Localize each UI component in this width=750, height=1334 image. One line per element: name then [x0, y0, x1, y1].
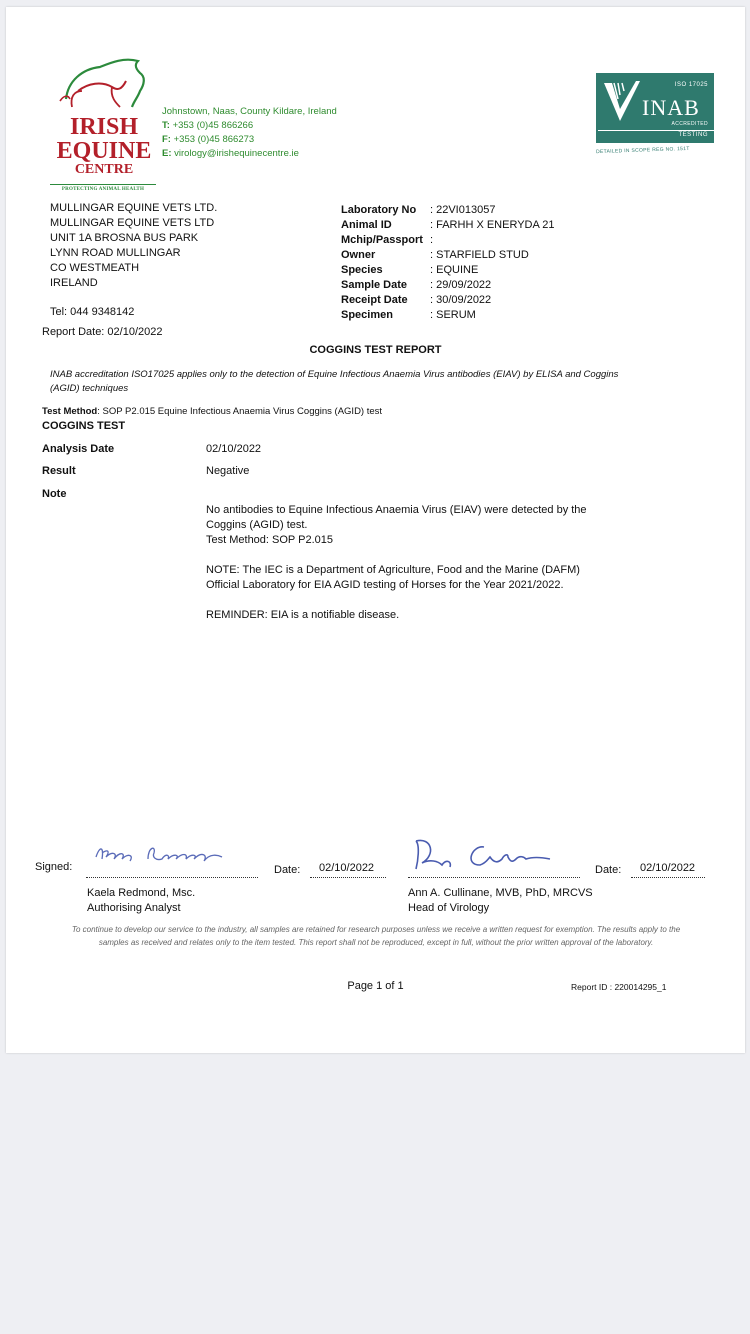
- sample-label: Sample Date: [341, 279, 408, 291]
- date-value-right: 02/10/2022: [640, 862, 696, 874]
- signed-label: Signed:: [35, 861, 73, 873]
- signatory-left: [87, 886, 195, 916]
- date-label-right: Date:: [595, 864, 622, 876]
- analysis-date-label: Analysis Date: [42, 443, 115, 455]
- sample-label: Specimen: [341, 309, 393, 321]
- signature-line-right: [408, 877, 580, 878]
- sample-label: Receipt Date: [341, 294, 408, 306]
- logo-line-2: EQUINE: [56, 138, 152, 164]
- logo-line-1: IRISH: [69, 114, 139, 140]
- report-date: Report Date: 02/10/2022: [42, 326, 163, 338]
- signature-redmond-icon: [90, 839, 230, 871]
- client-line: IRELAND: [50, 277, 98, 289]
- note-block: [206, 503, 596, 638]
- sample-value: : FARHH X ENERYDA 21: [430, 219, 555, 231]
- report-id: Report ID : 220014295_1: [571, 982, 667, 992]
- page-number: Page 1 of 1: [347, 980, 404, 992]
- client-line: CO WESTMEATH: [50, 262, 140, 274]
- inab-iso: ISO 17025: [674, 82, 708, 88]
- lab-contact: [162, 105, 337, 161]
- signatory-right-role: Head of Virology: [408, 902, 490, 914]
- note-paragraph: No antibodies to Equine Infectious Anaemia Virus (EIAV) were detected by the Coggins (AGID) test.: [206, 504, 587, 531]
- date-line-right: [631, 877, 705, 878]
- fax-label: F:: [162, 134, 171, 145]
- horse-logo-icon: [48, 51, 160, 111]
- note-paragraph: Test Method: SOP P2.015: [206, 534, 333, 546]
- sample-value: : 22VI013057: [430, 204, 496, 216]
- report-title: COGGINS TEST REPORT: [309, 344, 442, 356]
- note-label: Note: [42, 488, 67, 500]
- inab-name: INAB: [642, 95, 700, 120]
- sample-values: [430, 203, 555, 323]
- sample-label: Owner: [341, 249, 376, 261]
- tel-label: T:: [162, 120, 170, 131]
- note-paragraph: REMINDER: EIA is a notifiable disease.: [206, 609, 400, 621]
- inab-scope: DETAILED IN SCOPE REG NO. 151T: [595, 145, 690, 156]
- client-line: UNIT 1A BROSNA BUS PARK: [50, 232, 199, 244]
- sample-label: Mchip/Passport: [341, 234, 423, 246]
- note-paragraph: NOTE: The IEC is a Department of Agriculture, Food and the Marine (DAFM) Official Laboratory for EIA AGID testing of Horses for the Year 2021/2022.: [206, 564, 580, 591]
- sample-value: :: [430, 234, 434, 246]
- client-line: LYNN ROAD MULLINGAR: [50, 247, 181, 259]
- result-value: Negative: [206, 465, 250, 477]
- test-method: [42, 406, 382, 417]
- signatory-left-name: Kaela Redmond, Msc.: [87, 887, 196, 899]
- signature-line-left: [86, 877, 258, 878]
- logo-line-3: CENTRE: [74, 162, 134, 177]
- client-line: MULLINGAR EQUINE VETS LTD: [50, 217, 215, 229]
- email-label: E:: [162, 148, 172, 159]
- sample-label: Animal ID: [341, 219, 392, 231]
- sample-value: : 30/09/2022: [430, 294, 492, 306]
- inab-testing: TESTING: [678, 132, 708, 138]
- date-label-left: Date:: [274, 864, 301, 876]
- test-method-label: Test Method: [42, 406, 98, 417]
- lab-tel: +353 (0)45 866266: [172, 120, 254, 131]
- signature-cullinane-icon: [408, 835, 558, 875]
- sample-value: : STARFIELD STUD: [430, 249, 529, 261]
- date-value-left: 02/10/2022: [319, 862, 375, 874]
- lab-address: Johnstown, Naas, County Kildare, Ireland: [162, 106, 337, 117]
- logo-tagline: PROTECTING ANIMAL HEALTH: [50, 184, 156, 192]
- irish-equine-centre-logo: [48, 51, 160, 197]
- sample-labels: [341, 203, 423, 323]
- signatory-left-role: Authorising Analyst: [87, 902, 181, 914]
- inab-accredited: ACCREDITED: [671, 121, 708, 127]
- sample-label: Species: [341, 264, 383, 276]
- report-page: [6, 7, 745, 1053]
- analysis-date-value: 02/10/2022: [206, 443, 262, 455]
- result-label: Result: [42, 465, 76, 477]
- coggins-heading: COGGINS TEST: [42, 420, 126, 432]
- sample-value: : SERUM: [430, 309, 476, 321]
- lab-email: virology@irishequinecentre.ie: [174, 148, 299, 159]
- signatory-right-name: Ann A. Cullinane, MVB, PhD, MRCVS: [408, 887, 593, 899]
- inab-accreditation-badge: [596, 73, 716, 161]
- sample-value: : EQUINE: [430, 264, 479, 276]
- inab-note: INAB accreditation ISO17025 applies only to the detection of Equine Infectious Anaemia Virus antibodies (EIAV) by ELISA and Coggins (AGID) techniques: [50, 369, 619, 394]
- test-method-text: : SOP P2.015 Equine Infectious Anaemia Virus Coggins (AGID) test: [97, 406, 383, 417]
- sample-label: Laboratory No: [341, 204, 417, 216]
- signatory-right: [408, 886, 593, 916]
- sample-value: : 29/09/2022: [430, 279, 492, 291]
- client-line: MULLINGAR EQUINE VETS LTD.: [50, 202, 218, 214]
- date-line-left: [310, 877, 386, 878]
- footer-disclaimer: To continue to develop our service to the industry, all samples are retained for research purposes unless we receive a written request for exemption. The results apply to the samples as received and relates only to the item tested. This report shall not be reproduced, except in full, without the prior written approval of the laboratory.: [71, 925, 681, 947]
- inab-check-icon: [602, 79, 642, 123]
- lab-fax: +353 (0)45 866273: [173, 134, 255, 145]
- client-tel: Tel: 044 9348142: [50, 306, 135, 318]
- client-address: [50, 201, 217, 291]
